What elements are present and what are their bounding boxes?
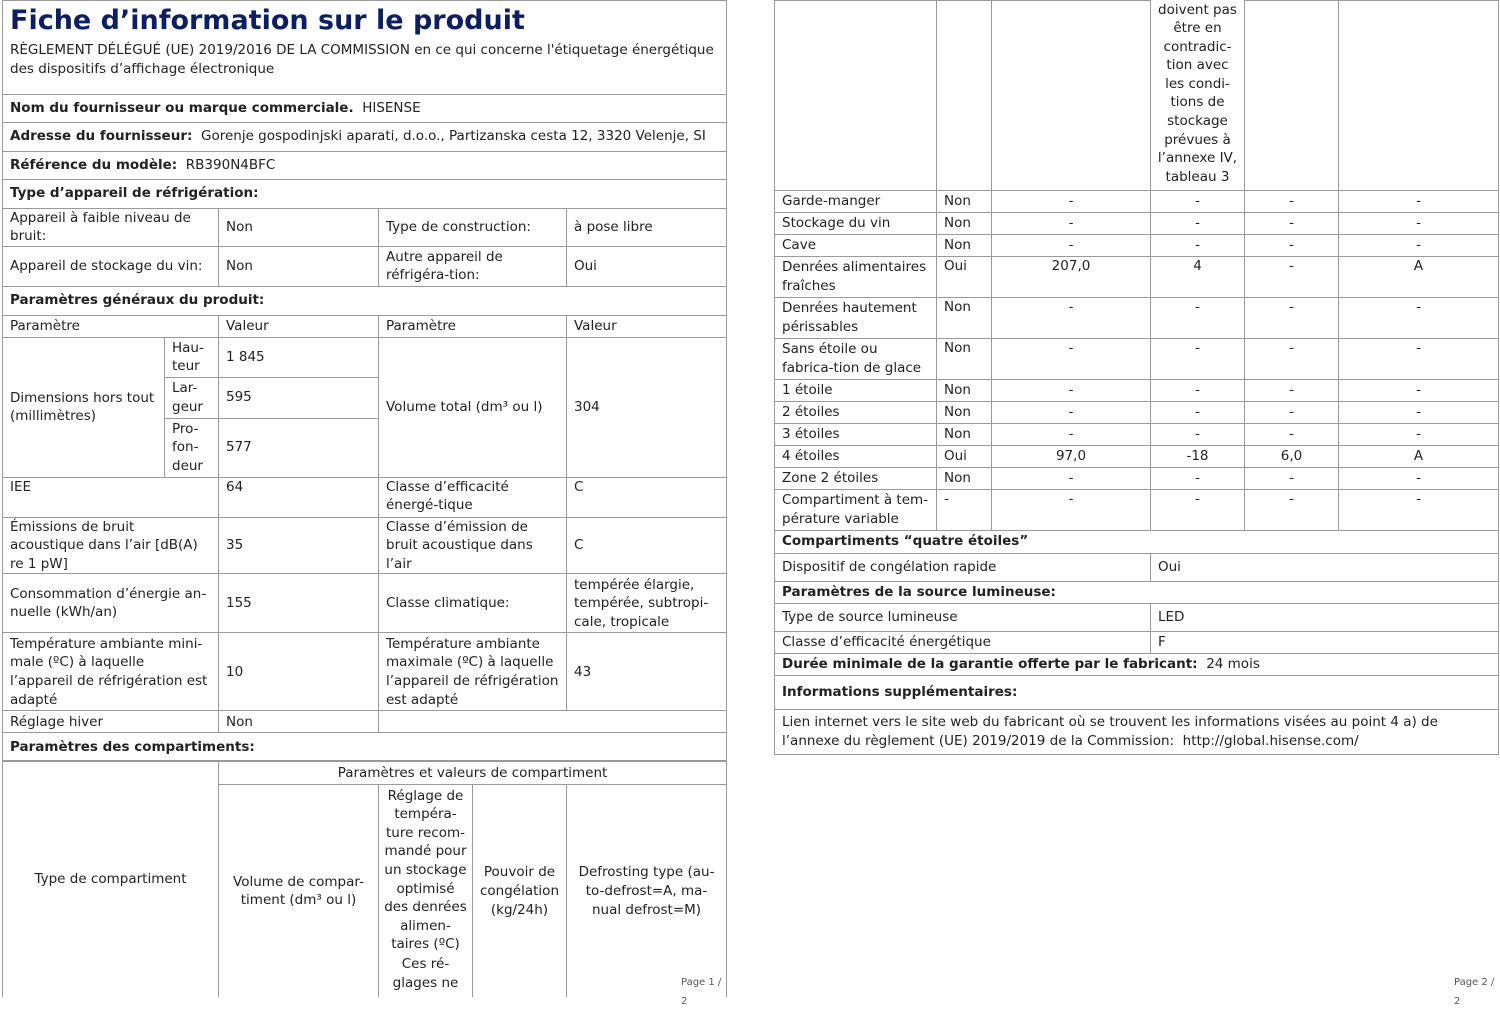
- compartment-row: [775, 380, 1499, 402]
- freezing-capacity-header: Pouvoir de congélation (kg/24h): [473, 785, 567, 997]
- compartment-freeze: 6,0: [1245, 446, 1339, 468]
- compartment-values-table: [774, 0, 1499, 531]
- compartment-params-heading: Paramètres des compartiments:: [3, 733, 727, 761]
- compartment-present: Non: [937, 380, 992, 402]
- value-header-2: Valeur: [567, 315, 727, 337]
- depth-value: 577: [219, 418, 379, 477]
- compartment-defrost: A: [1339, 257, 1499, 298]
- compartment-row: [775, 424, 1499, 446]
- compartment-temp: -: [1151, 298, 1245, 339]
- light-type-value: LED: [1151, 603, 1499, 631]
- fast-freeze-label: Dispositif de congélation rapide: [775, 553, 1151, 581]
- compartment-defrost: -: [1339, 468, 1499, 490]
- param-header-2: Paramètre: [379, 315, 567, 337]
- fast-freeze-value: Oui: [1151, 553, 1499, 581]
- compartment-freeze: -: [1245, 235, 1339, 257]
- winter-setting-value: Non: [219, 711, 379, 733]
- compartment-freeze: -: [1245, 402, 1339, 424]
- volume-value: 304: [567, 337, 727, 477]
- compartment-present: Non: [937, 424, 992, 446]
- compartment-present: -: [937, 490, 992, 531]
- max-temp-label: Température ambiante maximale (ºC) à laquelle l’appareil de réfrigération est adapté: [379, 633, 567, 711]
- compartment-name: 3 étoiles: [775, 424, 937, 446]
- compartment-name: Denrées hautement périssables: [775, 298, 937, 339]
- compartment-type-header: Type de compartiment: [3, 762, 219, 997]
- supplier-value: HISENSE: [362, 99, 421, 116]
- compartment-defrost: -: [1339, 298, 1499, 339]
- compartment-present: Non: [937, 402, 992, 424]
- compartment-defrost: -: [1339, 213, 1499, 235]
- page-number-2: Page 2 / 2: [1454, 977, 1495, 1007]
- compartment-temp: -: [1151, 213, 1245, 235]
- page-title: Fiche d’information sur le produit: [10, 5, 525, 36]
- compartment-volume: -: [992, 468, 1151, 490]
- compartment-volume: -: [992, 490, 1151, 531]
- warranty-label: Durée minimale de la garantie offerte par le fabricant:: [782, 655, 1198, 672]
- general-params-heading: Paramètres généraux du produit:: [3, 286, 727, 315]
- compartment-volume: -: [992, 298, 1151, 339]
- low-noise-label: Appareil à faible niveau de bruit:: [3, 208, 219, 246]
- additional-info-table: [774, 531, 1499, 755]
- compartment-temp: 4: [1151, 257, 1245, 298]
- other-appliance-value: Oui: [567, 246, 727, 286]
- light-class-value: F: [1151, 631, 1499, 653]
- compartment-present: Non: [937, 339, 992, 380]
- compartment-freeze: -: [1245, 468, 1339, 490]
- compartment-freeze: -: [1245, 257, 1339, 298]
- compartment-present: Oui: [937, 446, 992, 468]
- compartment-volume: -: [992, 380, 1151, 402]
- compartment-volume: 97,0: [992, 446, 1151, 468]
- compartment-defrost: -: [1339, 380, 1499, 402]
- page-1: [2, 0, 726, 1007]
- climate-class-value: tempérée élargie, tempérée, subtropi-cale, tropicale: [567, 574, 727, 633]
- winter-setting-label: Réglage hiver: [3, 711, 219, 733]
- regulation-text: RÈGLEMENT DÉLÉGUÉ (UE) 2019/2016 DE LA COMMISSION en ce qui concerne l'étiquetage énergétique des dispositifs d’affichage électronique: [10, 42, 714, 77]
- compartment-volume: -: [992, 191, 1151, 213]
- compartment-freeze: -: [1245, 191, 1339, 213]
- compartment-freeze: -: [1245, 380, 1339, 402]
- compartment-name: 2 étoiles: [775, 402, 937, 424]
- light-class-label: Classe d’efficacité énergétique: [775, 631, 1151, 653]
- compartment-name: Cave: [775, 235, 937, 257]
- compartment-temp: -: [1151, 424, 1245, 446]
- noise-class-value: C: [567, 517, 727, 574]
- construction-label: Type de construction:: [379, 208, 567, 246]
- compartment-row: [775, 191, 1499, 213]
- compartment-volume: -: [992, 402, 1151, 424]
- compartment-temp-header: Réglage de tempéra-ture recom-mandé pour un stockage optimisé des denrées alimen-taires (ºC): [379, 785, 473, 955]
- wine-storage-label: Appareil de stockage du vin:: [3, 246, 219, 286]
- compartment-temp-note-start: Ces ré-glages ne: [379, 955, 473, 997]
- compartment-present: Non: [937, 235, 992, 257]
- model-label: Référence du modèle:: [10, 156, 178, 173]
- compartment-temp: -: [1151, 191, 1245, 213]
- height-label: Hau-teur: [165, 337, 219, 377]
- construction-value: à pose libre: [567, 208, 727, 246]
- additional-info-heading: Informations supplémentaires:: [775, 675, 1499, 709]
- compartment-present: Non: [937, 213, 992, 235]
- compartment-temp: -18: [1151, 446, 1245, 468]
- page-number-1: Page 1 / 2: [681, 977, 722, 1007]
- compartment-volume: -: [992, 235, 1151, 257]
- compartment-header-table: [2, 761, 727, 997]
- compartment-defrost: -: [1339, 339, 1499, 380]
- compartment-name: Zone 2 étoiles: [775, 468, 937, 490]
- compartment-temp: -: [1151, 339, 1245, 380]
- compartment-defrost: -: [1339, 402, 1499, 424]
- low-noise-value: Non: [219, 208, 379, 246]
- compartment-row: [775, 235, 1499, 257]
- manufacturer-link[interactable]: http://global.hisense.com/: [1182, 732, 1359, 749]
- compartment-row: [775, 468, 1499, 490]
- compartment-name: Compartiment à tem-pérature variable: [775, 490, 937, 531]
- min-temp-value: 10: [219, 633, 379, 711]
- compartment-name: Sans étoile ou fabrica-tion de glace: [775, 339, 937, 380]
- compartment-freeze: -: [1245, 490, 1339, 531]
- min-temp-label: Température ambiante mini-male (ºC) à laquelle l’appareil de réfrigération est adapté: [3, 633, 219, 711]
- energy-consumption-value: 155: [219, 574, 379, 633]
- compartment-row: [775, 490, 1499, 531]
- depth-label: Pro-fon-deur: [165, 418, 219, 477]
- compartment-volume: -: [992, 424, 1151, 446]
- address-value: Gorenje gospodinjski aparati, d.o.o., Partizanska cesta 12, 3320 Velenje, SI: [200, 128, 706, 145]
- height-value: 1 845: [219, 337, 379, 377]
- noise-class-label: Classe d’émission de bruit acoustique dans l’air: [379, 517, 567, 574]
- noise-emission-label: Émissions de bruit acoustique dans l’air [dB(A) re 1 pW]: [3, 517, 219, 574]
- compartment-defrost: -: [1339, 424, 1499, 446]
- compartment-volume-header: Volume de compar-timent (dm³ ou l): [219, 785, 379, 997]
- compartment-row: [775, 446, 1499, 468]
- compartment-temp: -: [1151, 468, 1245, 490]
- compartment-present: Non: [937, 298, 992, 339]
- compartment-temp-note-end: doivent pas être en contradic-tion avec les condi-tions de stockage prévues à l’annexe IV, tableau 3: [1151, 1, 1245, 191]
- supplier-label: Nom du fournisseur ou marque commerciale.: [10, 99, 354, 116]
- compartment-temp: -: [1151, 235, 1245, 257]
- compartment-defrost: -: [1339, 490, 1499, 531]
- compartment-name: Garde-manger: [775, 191, 937, 213]
- climate-class-label: Classe climatique:: [379, 574, 567, 633]
- compartment-freeze: -: [1245, 298, 1339, 339]
- energy-consumption-label: Consommation d’énergie an-nuelle (kWh/an): [3, 574, 219, 633]
- energy-class-value: C: [567, 477, 727, 517]
- compartment-temp: -: [1151, 490, 1245, 531]
- compartment-volume: -: [992, 339, 1151, 380]
- compartment-row: [775, 402, 1499, 424]
- param-header: Paramètre: [3, 315, 219, 337]
- compartment-values-heading: Paramètres et valeurs de compartiment: [219, 762, 727, 785]
- compartment-defrost: -: [1339, 191, 1499, 213]
- light-type-label: Type de source lumineuse: [775, 603, 1151, 631]
- compartment-volume: 207,0: [992, 257, 1151, 298]
- light-source-heading: Paramètres de la source lumineuse:: [775, 581, 1499, 603]
- width-value: 595: [219, 377, 379, 418]
- max-temp-value: 43: [567, 633, 727, 711]
- compartment-volume: -: [992, 213, 1151, 235]
- appliance-type-heading: Type d’appareil de réfrigération:: [3, 179, 727, 208]
- iee-label: IEE: [3, 477, 219, 517]
- compartment-present: Oui: [937, 257, 992, 298]
- compartment-defrost: A: [1339, 446, 1499, 468]
- address-label: Adresse du fournisseur:: [10, 128, 193, 145]
- defrost-type-header: Defrosting type (au-to-defrost=A, ma-nual defrost=M): [567, 785, 727, 997]
- value-header: Valeur: [219, 315, 379, 337]
- compartment-temp: -: [1151, 380, 1245, 402]
- page-2: [774, 0, 1498, 1007]
- warranty-value: 24 mois: [1206, 655, 1260, 672]
- compartment-row: [775, 257, 1499, 298]
- compartment-name: Denrées alimentaires fraîches: [775, 257, 937, 298]
- model-value: RB390N4BFC: [185, 156, 276, 173]
- compartment-present: Non: [937, 468, 992, 490]
- noise-emission-value: 35: [219, 517, 379, 574]
- iee-value: 64: [219, 477, 379, 517]
- four-star-heading: Compartiments “quatre étoiles”: [775, 531, 1499, 553]
- product-info-table: [2, 0, 727, 761]
- width-label: Lar-geur: [165, 377, 219, 418]
- compartment-freeze: -: [1245, 424, 1339, 446]
- compartment-name: 1 étoile: [775, 380, 937, 402]
- compartment-row: [775, 339, 1499, 380]
- compartment-present: Non: [937, 191, 992, 213]
- dimensions-label: Dimensions hors tout (millimètres): [3, 337, 165, 477]
- other-appliance-label: Autre appareil de réfrigéra-tion:: [379, 246, 567, 286]
- volume-label: Volume total (dm³ ou l): [379, 337, 567, 477]
- compartment-name: 4 étoiles: [775, 446, 937, 468]
- energy-class-label: Classe d’efficacité énergé-tique: [379, 477, 567, 517]
- compartment-name: Stockage du vin: [775, 213, 937, 235]
- additional-info-text: Lien internet vers le site web du fabricant où se trouvent les informations visées au point 4 a) de l’annexe du règlement (UE) 2019/2019 de la Commission:: [782, 713, 1438, 749]
- compartment-temp: -: [1151, 402, 1245, 424]
- wine-storage-value: Non: [219, 246, 379, 286]
- compartment-row: [775, 213, 1499, 235]
- compartment-row: [775, 298, 1499, 339]
- compartment-defrost: -: [1339, 235, 1499, 257]
- compartment-freeze: -: [1245, 213, 1339, 235]
- compartment-freeze: -: [1245, 339, 1339, 380]
